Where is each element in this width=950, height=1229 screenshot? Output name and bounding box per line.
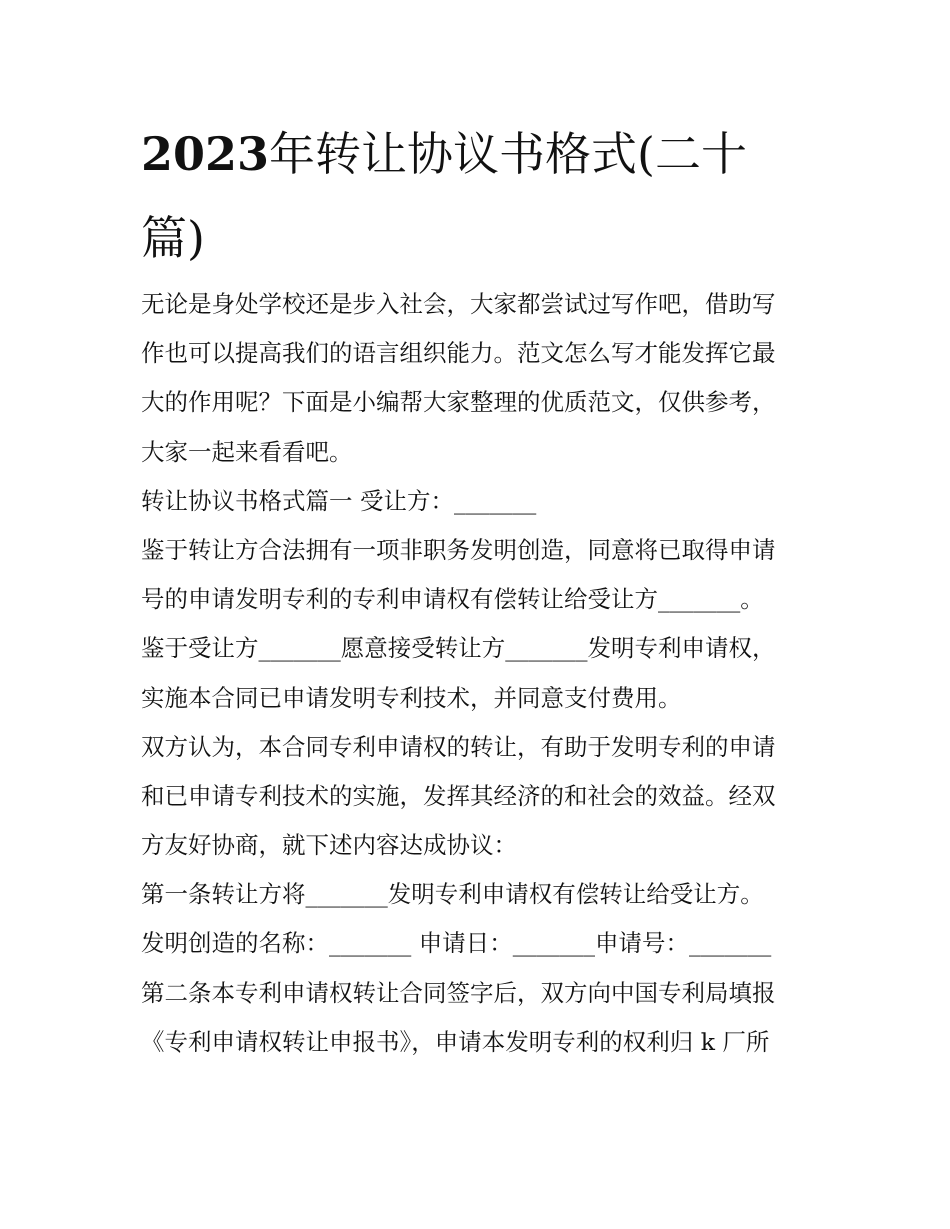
article-line: 第一条转让方将_______发明专利申请权有偿转让给受让方。 <box>141 880 764 909</box>
title-year: 2023 <box>141 127 270 181</box>
body-line: 实施本合同已申请发明专利技术，并同意支付费用。 <box>141 683 682 712</box>
title-line2: 篇) <box>141 211 205 265</box>
body-line: 无论是身处学校还是步入社会，大家都尝试过写作吧，借助写 <box>141 290 776 318</box>
body-line: 发明创造的名称：_______ 申请日：_______申请号：_______ <box>141 929 772 958</box>
body-line: 鉴于转让方合法拥有一项非职务发明创造，同意将已取得申请 <box>141 535 776 564</box>
body-line: 大的作用呢？下面是小编帮大家整理的优质范文，仅供参考， <box>141 388 776 417</box>
document-title <box>141 112 821 280</box>
body-line: 《专利申请权转让申报书》，申请本发明专利的权利归 k 厂所 <box>141 1027 770 1056</box>
body-line: 和已申请专利技术的实施，发挥其经济的和社会的效益。经双 <box>141 781 776 810</box>
body-line: 方友好协商，就下述内容达成协议： <box>141 831 517 860</box>
article-line: 第二条本专利申请权转让合同签字后，双方向中国专利局填报 <box>141 978 776 1007</box>
body-line: 号的申请发明专利的专利申请权有偿转让给受让方_______。 <box>141 585 764 614</box>
body-line: 鉴于受让方_______愿意接受转让方_______发明专利申请权， <box>141 634 776 663</box>
title-line1: 年转让协议书格式(二十 <box>269 127 747 181</box>
document-body <box>141 280 821 1067</box>
body-line: 作也可以提高我们的语言组织能力。范文怎么写才能发挥它最 <box>141 339 776 368</box>
section-heading-line: 转让协议书格式篇一 受让方：_______ <box>141 486 537 515</box>
body-line: 大家一起来看看吧。 <box>141 437 353 466</box>
body-line: 双方认为，本合同专利申请权的转让，有助于发明专利的申请 <box>141 732 776 761</box>
